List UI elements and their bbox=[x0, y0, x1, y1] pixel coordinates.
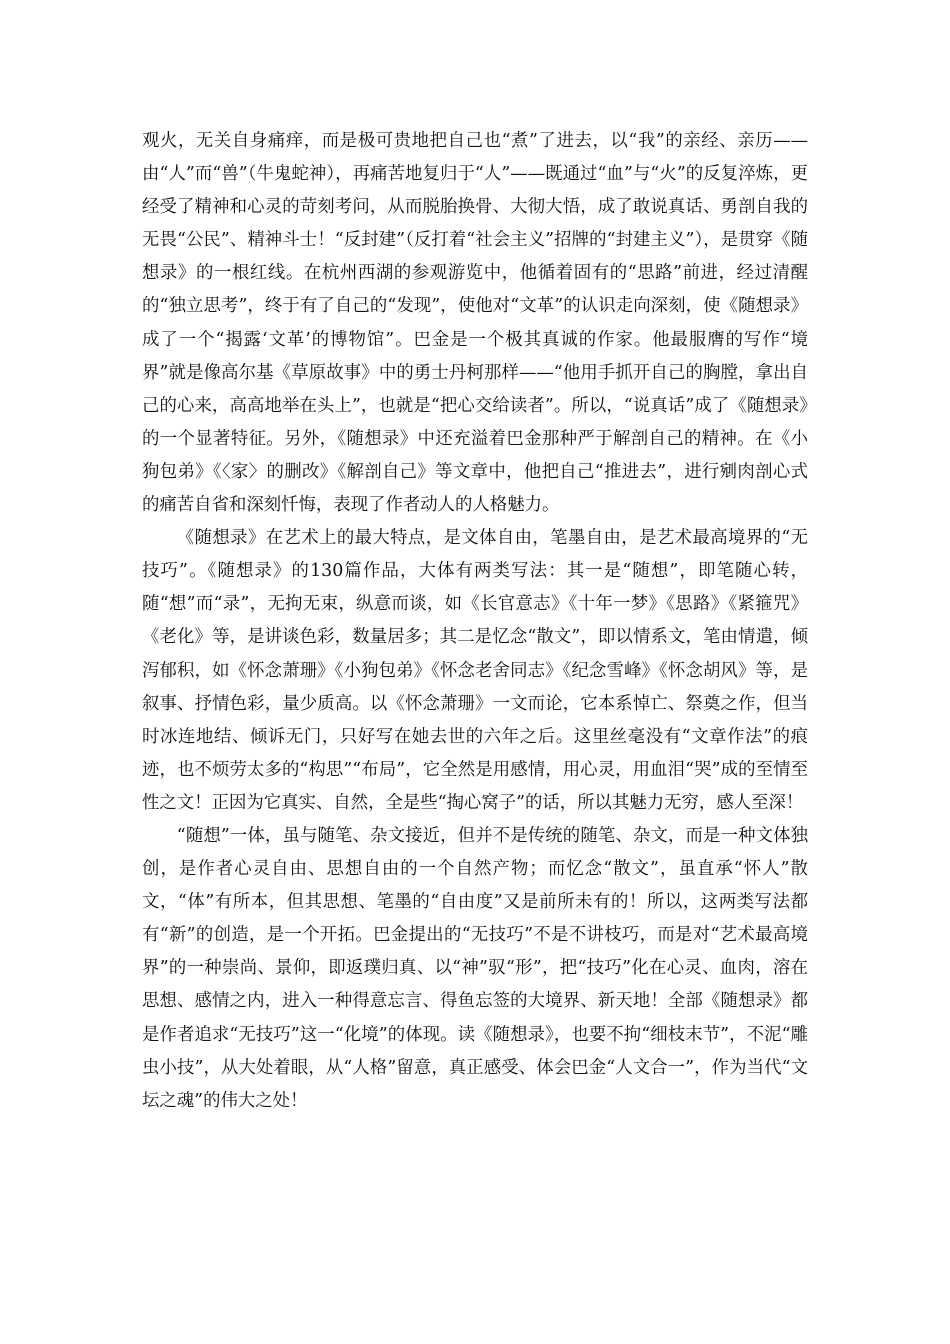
paragraph-continuation: 观火，无关自身痛痒，而是极可贵地把自己也“煮”了进去，以“我”的亲经、亲历——由“人”而“兽”（牛鬼蛇神），再痛苦地复归于“人”——既通过“血”与“火”的反复淬炼，更经受了精神和心灵的苛刻考问，从而脱胎换骨、大彻大悟，成了敢说真话、勇剖自我的无畏“公民”、精神斗士！“反封建”（反打着“社会主义”招牌的“封建主义”），是贯穿《随想录》的一根红线。在杭州西湖的参观游览中，他循着固有的“思路”前进，经过清醒的“独立思考”，终于有了自己的“发现”，使他对“文革”的认识走向深刻，使《随想录》成了一个“揭露‘文革’的博物馆”。巴金是一个极其真诚的作家。他最服膺的写作“境界”就是像高尔基《草原故事》中的勇士丹柯那样——“他用手抓开自己的胸膛，拿出自己的心来，高高地举在头上”，也就是“把心交给读者”。所以，“说真话”成了《随想录》的一个显著特征。另外，《随想录》中还充溢着巴金那种严于解剖自己的精神。在《小狗包弟》《〈家〉的删改》《解剖自己》等文章中，他把自己“推进去”，进行剜肉剖心式的痛苦自省和深刻忏悔，表现了作者动人的人格魅力。 bbox=[142, 131, 808, 516]
document-body bbox=[142, 125, 808, 1118]
paragraph-artistic-features: 《随想录》在艺术上的最大特点，是文体自由，笔墨自由，是艺术最高境界的“无技巧”。《随想录》的130篇作品，大体有两类写法：其一是“随想”，即笔随心转，随“想”而“录”，无拘无束，纵意而谈，如《长官意志》《十年一梦》《思路》《紧箍咒》《老化》等，是讲谈色彩，数量居多；其二是忆念“散文”，即以情系文，笔由情遣，倾泻郁积，如《怀念萧珊》《小狗包弟》《怀念老舍同志》《纪念雪峰》《怀念胡风》等，是叙事、抒情色彩，量少质高。以《怀念萧珊》一文而论，它本系悼亡、祭奠之作，但当时冰连地结、倾诉无门，只好写在她去世的六年之后。这里丝毫没有“文章作法”的痕迹，也不烦劳太多的“构思”“布局”，它全然是用感情，用心灵，用血泪“哭”成的至情至性之文！正因为它真实、自然，全是些“掏心窝子”的话，所以其魅力无穷，感人至深！ bbox=[142, 528, 808, 813]
paragraph-suixiang-style: “随想”一体，虽与随笔、杂文接近，但并不是传统的随笔、杂文，而是一种文体独创，是作者心灵自由、思想自由的一个自然产物；而忆念“散文”，虽直承“怀人”散文，“体”有所本，但其思想、笔墨的“自由度”又是前所未有的！所以，这两类写法都有“新”的创造，是一个开拓。巴金提出的“无技巧”不是不讲枝巧，而是对“艺术最高境界”的一种崇尚、景仰，即返璞归真、以“神”驭“形”，把“技巧”化在心灵、血肉，溶在思想、感情之内，进入一种得意忘言、得鱼忘签的大境界、新天地！全部《随想录》都是作者追求“无技巧”这一“化境”的体现。读《随想录》，也要不拘“细枝末节”，不泥“雕虫小技”，从大处着眼，从“人格”留意，真正感受、体会巴金“人文合一”，作为当代“文坛之魂”的伟大之处！ bbox=[142, 825, 808, 1111]
